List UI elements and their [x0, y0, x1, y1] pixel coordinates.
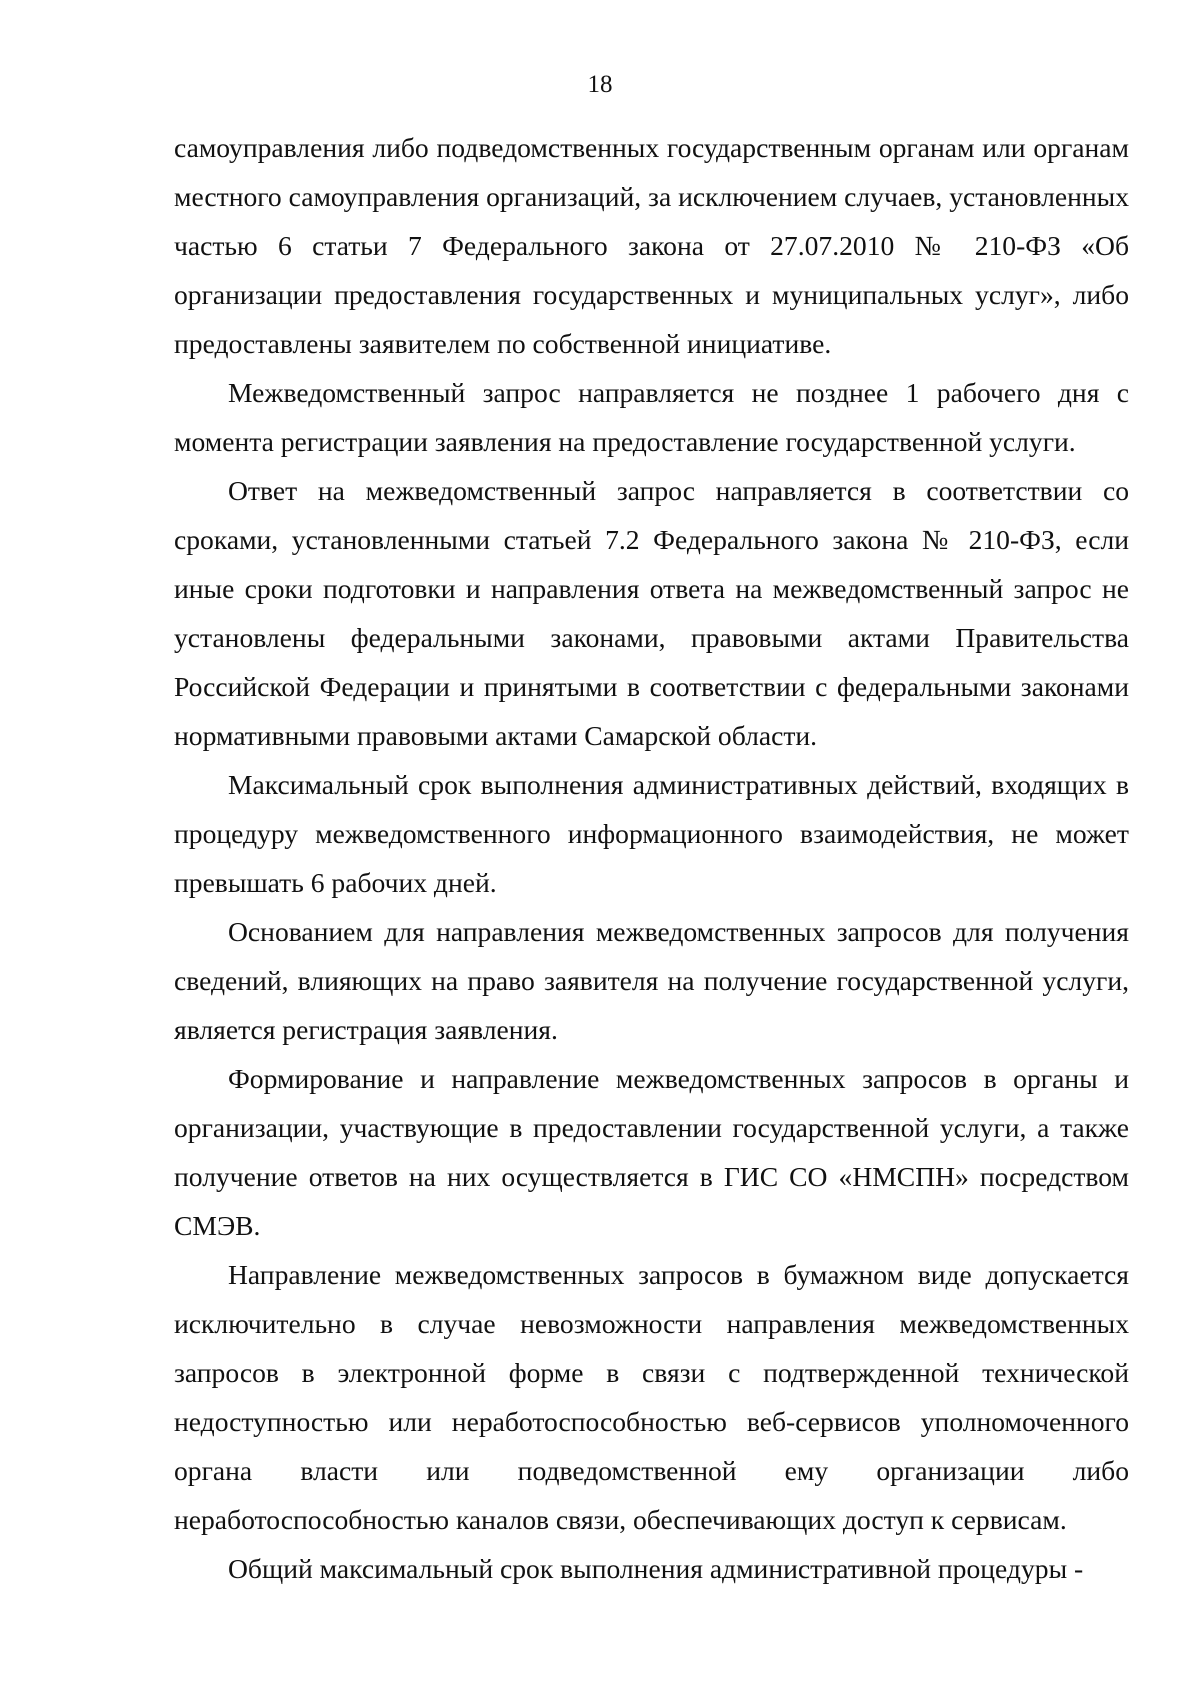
paragraph-max-duration: Максимальный срок выполнения административных действий, входящих в процедуру межведомственного информационного взаимодействия, не может превышать 6 рабочих дней.: [174, 769, 1129, 898]
paragraph-request-deadline: Межведомственный запрос направляется не позднее 1 рабочего дня с момента регистрации заявления на предоставление государственной услуги.: [174, 377, 1129, 457]
paragraph-response-terms: Ответ на межведомственный запрос направляется в соответствии со сроками, установленными статьей 7.2 Федерального закона № 210-ФЗ, если иные сроки подготовки и направления ответа на межведомственный запрос не установлены федеральными законами, правовыми актами Правительства Российской Федерации и принятыми в соответствии с федеральными законами нормативными правовыми актами Самарской области.: [174, 475, 1129, 751]
paragraph-smev: Формирование и направление межведомственных запросов в органы и организации, участвующие в предоставлении государственной услуги, а также получение ответов на них осуществляется в ГИС СО «НМСПН» посредством СМЭВ.: [174, 1063, 1129, 1241]
paragraph-paper-requests: Направление межведомственных запросов в бумажном виде допускается исключительно в случае невозможности направления межведомственных запросов в электронной форме в связи с подтвержденной технической недоступностью или неработоспособностью веб-сервисов уполномоченного органа власти или подведомственной ему организации либо неработоспособностью каналов связи, обеспечивающих доступ к сервисам.: [174, 1259, 1129, 1535]
page-number: 18: [587, 71, 613, 98]
paragraph-continuation: самоуправления либо подведомственных государственным органам или органам местного самоуправления организаций, за исключением случаев, установленных частью 6 статьи 7 Федерального закона от 27.07.2010 № 210-ФЗ «Об организации предоставления государственных и муниципальных услуг», либо предоставлены заявителем по собственной инициативе.: [174, 132, 1129, 359]
document-body: [174, 123, 1129, 1593]
paragraph-grounds: Основанием для направления межведомственных запросов для получения сведений, влияющих на право заявителя на получение государственной услуги, является регистрация заявления.: [174, 916, 1129, 1045]
paragraph-total-duration: Общий максимальный срок выполнения административной процедуры -: [228, 1553, 1084, 1584]
